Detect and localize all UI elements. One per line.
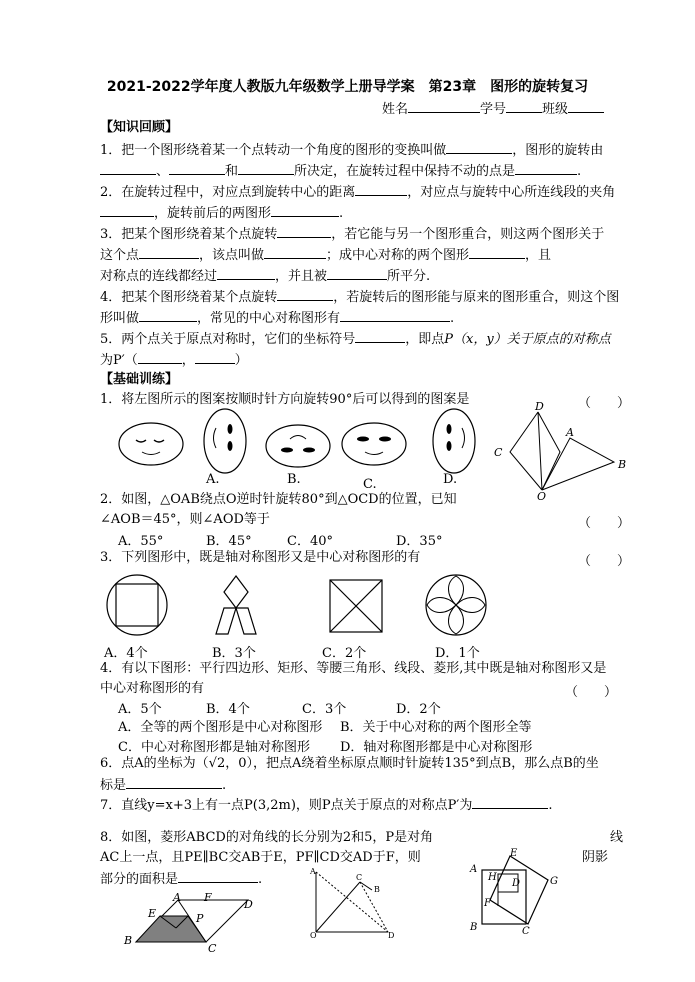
review-q4-line1: 4．把某个图形绕着某个点旋转 ，若旋转后的图形能与原来的图形重合，则这个图 [100, 290, 620, 305]
basic-q2-line1: 2．如图，△OAB绕点O逆时针旋转80°到△OCD的位置，已知 [100, 492, 457, 507]
q4-option-b[interactable]: B．4个 [206, 702, 250, 717]
basic-q4-line2: 中心对称图形的有 [100, 681, 205, 696]
mid-label-b: B [374, 885, 380, 894]
name-label: 姓名 [382, 102, 409, 117]
face-option-d[interactable] [433, 409, 475, 473]
q1-option-c-label[interactable]: C. [363, 477, 377, 492]
rhombus-label-c: C [208, 942, 217, 955]
fig1-label-d: D [535, 400, 544, 413]
basic-q8-line1-end: 线 [610, 830, 624, 845]
class-field[interactable] [568, 100, 604, 113]
blank[interactable] [277, 225, 331, 238]
rhombus-label-a: A [173, 891, 181, 904]
fig1-label-b: B [618, 458, 627, 471]
blank[interactable] [469, 246, 525, 259]
fig1-label-a: A [566, 426, 574, 439]
q3-option-d[interactable]: D．1个 [435, 646, 480, 661]
q2-option-a[interactable]: A．55° [118, 534, 164, 549]
basic-q6-line2: 标是 . [100, 778, 227, 793]
fig1-label-o: O [537, 490, 547, 503]
basic-q8-line3: 部分的面积是 . [100, 872, 263, 887]
basic-q8-line2: AC上一点，且PE∥BC交AB于E，PF∥CD交AD于F，则 [100, 850, 421, 865]
right-label-g: G [550, 876, 558, 887]
mid-label-d: D [388, 931, 395, 940]
name-field[interactable] [408, 100, 480, 113]
blank[interactable] [217, 267, 275, 280]
q5-option-d[interactable]: D．轴对称图形都是中心对称图形 [340, 740, 533, 755]
square-with-diagonals-shape[interactable] [330, 580, 382, 632]
face-option-c[interactable] [342, 423, 406, 465]
review-q3-line1: 3．把某个图形绕着某个点旋转 ，若它能与另一个图形重合，则这两个图形关于 [100, 227, 605, 242]
basic-q2-line2: ∠AOB＝45°，则∠AOD等于 [100, 512, 270, 527]
face-option-a[interactable] [204, 409, 246, 473]
middle-geometry-figure [310, 868, 400, 940]
right-squares-figure [468, 850, 568, 940]
blank[interactable] [126, 776, 222, 789]
basic-q7: 7．直线y=x+3上有一点P(3,2m)，则P点关于原点的对称点P′为 . [100, 798, 553, 813]
mid-label-c: C [356, 873, 363, 882]
answer-paren-q4[interactable]: （ ） [565, 685, 618, 700]
blank[interactable] [100, 204, 154, 217]
blank[interactable] [264, 246, 326, 259]
blank[interactable] [139, 309, 197, 322]
mid-label-o: O [310, 931, 317, 940]
page-title: 2021-2022学年度人教版九年级数学上册导学案 第23章 图形的旋转复习 [106, 79, 589, 95]
review-q1-line1: 1．把一个图形绕着某一个点转动一个角度的图形的变换叫做 ，图形的旋转由 [100, 143, 604, 158]
id-field[interactable] [506, 100, 542, 113]
review-q2-line2: ，旋转前后的两图形 . [100, 204, 343, 222]
section-basic-heading: 【基础训练】 [100, 372, 179, 387]
face-original [119, 423, 183, 465]
face-option-b[interactable] [266, 425, 330, 467]
fig1-label-c: C [494, 446, 503, 459]
review-q3-line3: 对称点的连线都经过 ，并且被 所平分. [100, 269, 431, 284]
q3-shape-options [100, 570, 500, 642]
blank[interactable] [238, 162, 294, 175]
q2-option-c[interactable]: C．40° [287, 534, 333, 549]
rhombus-label-f: F [204, 891, 212, 904]
q8-rhombus-figure [118, 890, 268, 955]
right-label-h: H [488, 872, 497, 883]
basic-q1: 1．将左图所示的图案按顺时针方向旋转90°后可以得到的图案是 [100, 392, 470, 407]
right-label-e: E [510, 848, 518, 859]
basic-q3: 3．下列图形中，既是轴对称图形又是中心对称图形的有 [100, 550, 421, 565]
right-label-d: D [512, 878, 521, 889]
rhombus-label-b: B [124, 934, 133, 947]
blank[interactable] [138, 351, 182, 364]
q5-option-b[interactable]: B．关于中心对称的两个图形全等 [340, 720, 532, 735]
q3-option-b[interactable]: B．3个 [212, 646, 256, 661]
q2-option-b[interactable]: B．45° [206, 534, 252, 549]
blank[interactable] [355, 183, 407, 196]
review-q4-line2: 形叫做 ，常见的中心对称图形有 . [100, 311, 455, 326]
answer-paren-q1[interactable]: （ ） [578, 396, 631, 411]
right-label-a: A [470, 864, 478, 875]
circle-with-petals-shape[interactable] [426, 575, 486, 635]
blank[interactable] [327, 267, 387, 280]
review-q3-line2: 这个点 ，该点叫做 ；成中心对称的两个图形 ，且 [100, 248, 552, 263]
q2-option-d[interactable]: D．35° [396, 534, 443, 549]
basic-q6-line1: 6．点A的坐标为（√2，0），把点A绕着坐标原点顺时针旋转135°到点B，那么点B的坐 [100, 756, 599, 771]
circle-with-square-shape[interactable] [107, 575, 167, 635]
q5-option-c[interactable]: C．中心对称图形都是轴对称图形 [118, 740, 310, 755]
blank[interactable] [446, 141, 512, 154]
q1-option-d-label[interactable]: D. [443, 472, 458, 487]
q4-option-a[interactable]: A．5个 [118, 702, 162, 717]
right-label-b: B [470, 922, 478, 933]
student-info-line [382, 98, 604, 117]
blank[interactable] [169, 162, 225, 175]
id-label: 学号 [480, 102, 507, 117]
blank[interactable] [355, 330, 405, 343]
q4-option-d[interactable]: D．2个 [396, 702, 441, 717]
basic-q8-line2-end: 阴影 [582, 850, 609, 865]
q3-option-a[interactable]: A．4个 [104, 646, 148, 661]
answer-paren-q3[interactable]: （ ） [578, 554, 631, 569]
blank[interactable] [472, 796, 548, 809]
q2-rotation-figure [490, 398, 640, 503]
answer-paren-q2[interactable]: （ ） [578, 516, 631, 531]
review-q5-line1: 5．两个点关于原点对称时，它们的坐标符号 ，即点P（x，y）关于原点的对称点 [100, 332, 611, 347]
blank[interactable] [340, 309, 450, 322]
right-label-c: C [522, 926, 530, 937]
blank[interactable] [515, 162, 577, 175]
mid-label-a: A [310, 867, 316, 876]
q1-option-a-label[interactable]: A. [206, 472, 220, 487]
rhombus-label-p: P [196, 912, 204, 925]
blank[interactable] [271, 204, 339, 217]
three-rhombus-shape[interactable] [216, 576, 256, 634]
basic-q8-line1: 8．如图，菱形ABCD的对角线的长分别为2和5，P是对角 [100, 830, 434, 845]
q5-option-a[interactable]: A．全等的两个图形是中心对称图形 [118, 720, 323, 735]
basic-q4-line1: 4．有以下图形：平行四边形、矩形、等腰三角形、线段、菱形,其中既是轴对称图形又是 [100, 661, 607, 676]
q4-option-c[interactable]: C．3个 [302, 702, 347, 717]
rhombus-label-d: D [244, 898, 253, 911]
class-label: 班级 [542, 102, 569, 117]
blank[interactable] [100, 162, 156, 175]
blank[interactable] [139, 246, 199, 259]
review-q5-line2: 为P′（ ， ） [100, 353, 248, 368]
blank[interactable] [277, 288, 333, 301]
review-q2-line1: 2．在旋转过程中，对应点到旋转中心的距离 ，对应点与旋转中心所连线段的夹角 [100, 185, 616, 200]
blank[interactable] [195, 351, 235, 364]
rhombus-label-e: E [148, 907, 157, 920]
review-q1-line2: 、 和 所决定，在旋转过程中保持不动的点是 . [100, 162, 581, 180]
q1-option-b-label[interactable]: B. [287, 472, 301, 487]
right-label-f: F [484, 898, 491, 909]
section-review-heading: 【知识回顾】 [100, 120, 179, 135]
blank[interactable] [178, 870, 258, 883]
q3-option-c[interactable]: C．2个 [322, 646, 367, 661]
